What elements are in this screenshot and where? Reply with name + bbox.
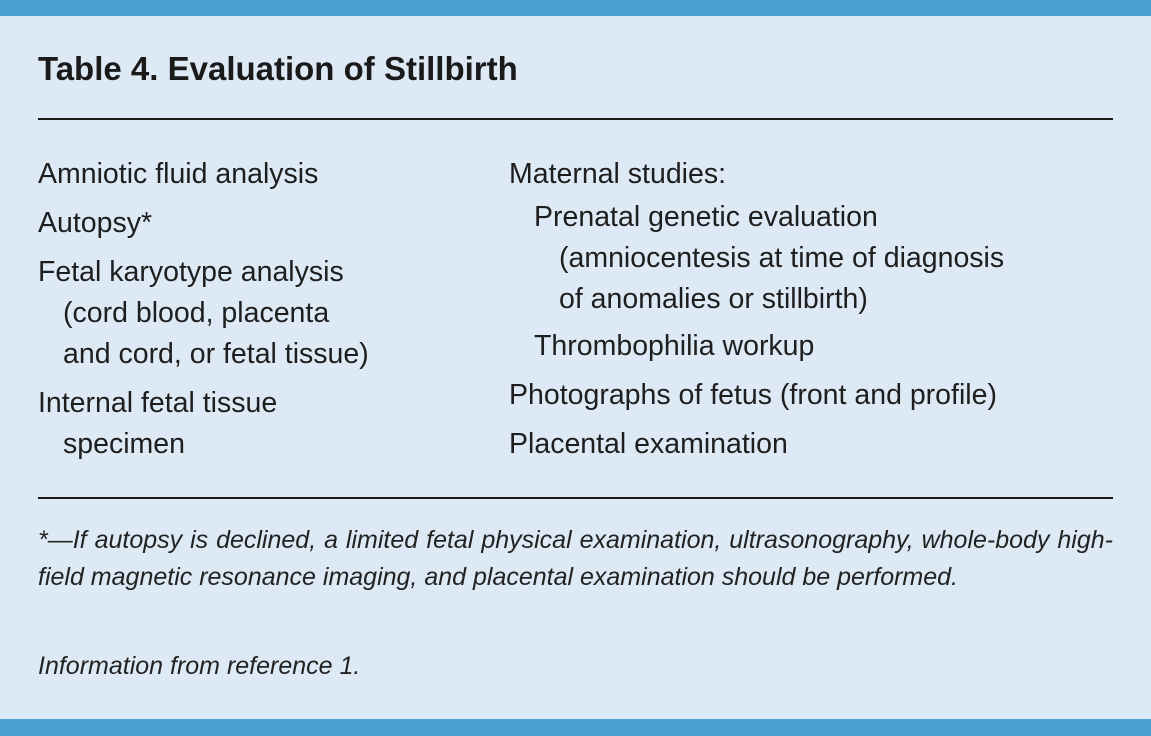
item-detail: of anomalies or stillbirth): [559, 283, 868, 315]
item-label: Prenatal genetic evaluation: [534, 201, 878, 233]
item-label: Thrombophilia workup: [534, 330, 815, 362]
list-item-autopsy: [38, 203, 488, 244]
list-item-maternal-studies: [509, 154, 1109, 195]
bottom-accent-bar: [0, 719, 1151, 736]
list-item-internal-tissue: [38, 383, 488, 465]
list-item-placental: [509, 424, 1109, 465]
item-label: Amniotic fluid analysis: [38, 158, 319, 190]
title-divider: [38, 118, 1113, 120]
source-note: Information from reference 1.: [38, 652, 361, 680]
item-label: Internal fetal tissue: [38, 387, 278, 419]
footer-divider: [38, 497, 1113, 499]
left-column: [38, 154, 488, 473]
list-item-photographs: [509, 375, 1109, 416]
item-detail: and cord, or fetal tissue): [63, 338, 369, 370]
right-column: [509, 154, 1109, 473]
list-item-karyotype: [38, 252, 488, 375]
item-label: Placental examination: [509, 428, 788, 460]
item-label: Maternal studies:: [509, 158, 727, 190]
item-label: Photographs of fetus (front and profile): [509, 379, 997, 411]
item-label: Fetal karyotype analysis: [38, 256, 344, 288]
footnote: *—If autopsy is declined, a limited fetal physical examination, ultrasonography, whole-body high-field magnetic resonance imaging, and placental examination should be performed.: [38, 526, 1113, 591]
item-detail: (cord blood, placenta: [63, 297, 330, 329]
item-label: Autopsy*: [38, 207, 153, 239]
table-title: Table 4. Evaluation of Stillbirth: [38, 50, 518, 87]
list-subitem-prenatal: [509, 197, 1109, 320]
list-item-amniotic: [38, 154, 488, 195]
top-accent-bar: [0, 0, 1151, 16]
list-subitem-thrombophilia: [509, 326, 1109, 367]
item-detail: specimen: [63, 428, 185, 460]
item-detail: (amniocentesis at time of diagnosis: [559, 242, 1005, 274]
